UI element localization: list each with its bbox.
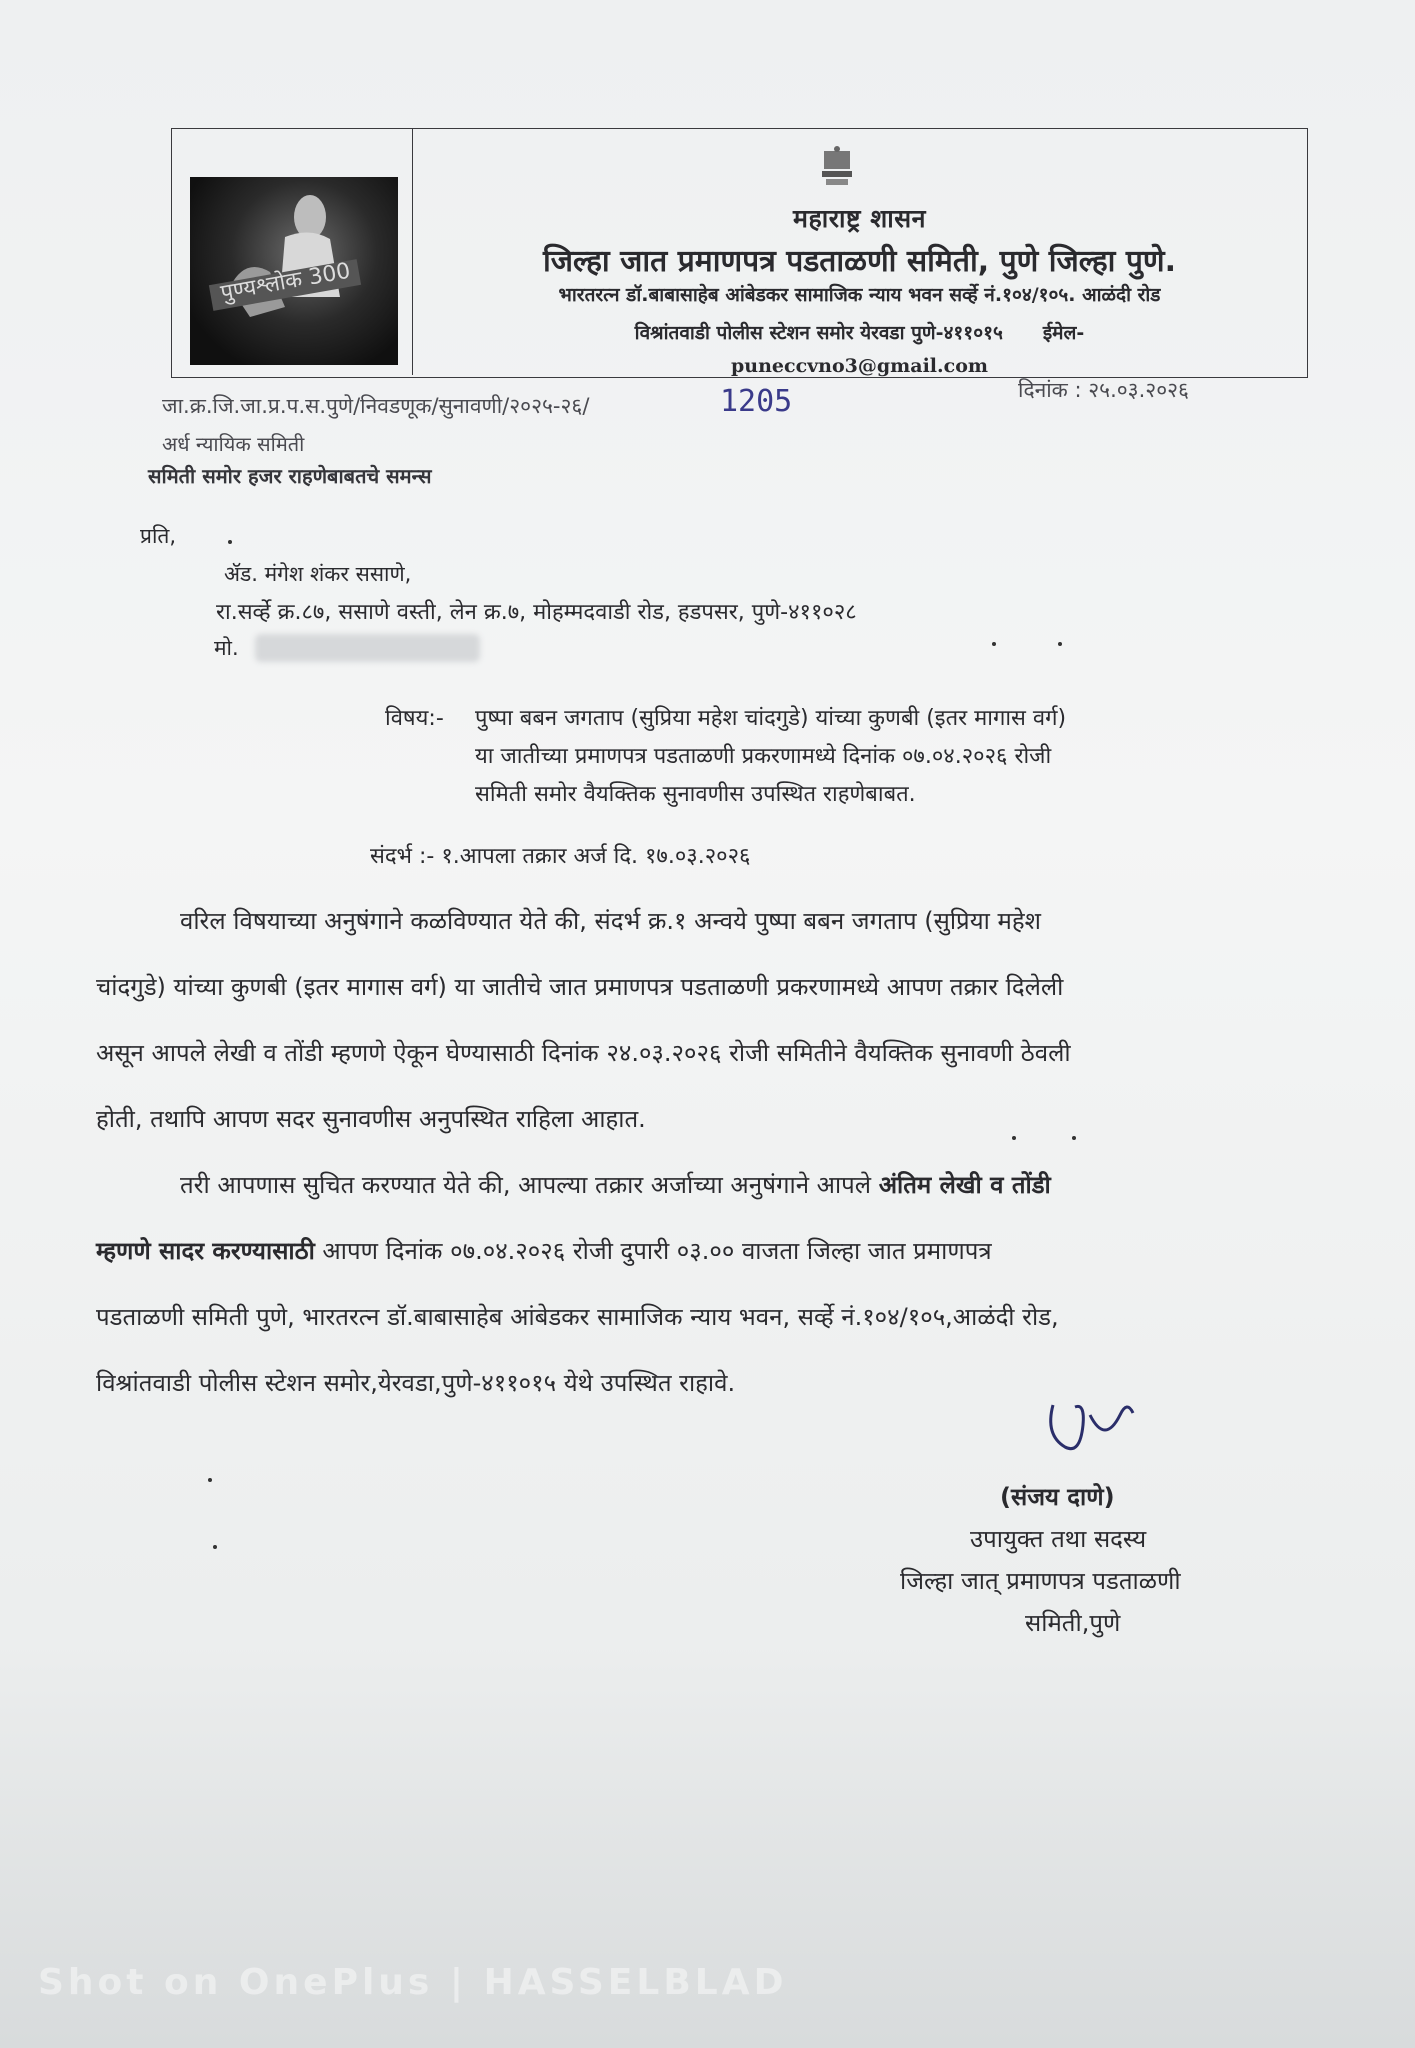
address-line-1: भारतरत्न डॉ.बाबासाहेब आंबेडकर सामाजिक न्याय भवन सर्व्हे नं.१०४/१०५. आळंदी रोड [558,284,1161,306]
body-paragraph-2-line-1 [180,1168,1051,1201]
p2-text: तरी आपणास सुचित करण्यात येते की, आपल्या तक्रार अर्जाच्या अनुषंगाने आपले [180,1171,879,1199]
body-paragraph-2-line-2 [96,1234,992,1267]
p2-text-2: आपण दिनांक ०७.०४.२०२६ रोजी दुपारी ०३.०० वाजता जिल्हा जात प्रमाणपत्र [314,1237,992,1265]
address-text: विश्रांतवाडी पोलीस स्टेशन समोर येरवडा पुणे-४११०१५ [634,322,1003,344]
body-paragraph-1-line-4: होती, तथापि आपण सदर सुनावणीस अनुपस्थित राहिला आहात. [96,1105,646,1133]
body-paragraph-1-line-1: वरिल विषयाच्या अनुषंगाने कळविण्यात येते की, संदर्भ क्र.१ अन्वये पुष्पा बबन जगताप (सुप्रिया महेश [180,907,1041,935]
signatory-designation-3: समिती,पुणे [1025,1609,1121,1637]
signatory-designation-2: जिल्हा जात् प्रमाणपत्र पडताळणी [900,1567,1181,1595]
subject-label: विषय:- [385,706,444,731]
summons-title: समिती समोर हजर राहणेबाबतचे समन्स [148,464,432,488]
reference-line: संदर्भ :- १.आपला तक्रार अर्ज दि. १७.०३.२०२६ [370,844,751,869]
email-address: puneccvno3@gmail.com [731,355,988,377]
letter-date: दिनांक : २५.०३.२०२६ [1018,378,1189,402]
punyashlok-300-logo [190,177,398,365]
p2-bold: अंतिम लेखी व तोंडी [878,1171,1051,1199]
body-paragraph-2-line-4: विश्रांतवाडी पोलीस स्टेशन समोर,येरवडा,पुणे-४११०१५ येथे उपस्थित राहावे. [96,1369,736,1397]
reference-number: जा.क्र.जि.जा.प्र.प.स.पुणे/निवडणूक/सुनावणी/२०२५-२६/ [162,394,590,418]
recipient-address: रा.सर्व्हे क्र.८७, ससाणे वस्ती, लेन क्र.७, मोहम्मदवाडी रोड, हडपसर, पुणे-४११०२८ [216,600,857,625]
speck [208,1478,212,1482]
state-emblem-icon [820,145,854,189]
signature [1035,1385,1155,1465]
email-label: ईमेल- [1042,322,1085,344]
government-title: महाराष्ट्र शासन [793,204,926,233]
recipient-name: ॲड. मंगेश शंकर ससाणे, [224,562,412,586]
signatory-name: (संजय दाणे) [1000,1483,1115,1511]
subject-line-2: या जातीच्या प्रमाणपत्र पडताळणी प्रकरणामध्ये दिनांक ०७.०४.२०२६ रोजी [475,744,1052,769]
logo-panel [172,129,413,375]
speck [992,642,996,646]
subject-line-3: समिती समोर वैयक्तिक सुनावणीस उपस्थित राहणेबाबत. [475,782,916,807]
speck [1072,1136,1076,1140]
quasi-judicial-label: अर्ध न्यायिक समिती [162,432,305,456]
subject-line-1: पुष्पा बबन जगताप (सुप्रिया महेश चांदगुडे) यांच्या कुणबी (इतर मागास वर्ग) [475,706,1067,731]
speck [228,540,232,544]
redacted-mobile [255,634,480,662]
camera-watermark: Shot on OnePlus | HASSELBLAD [38,1962,788,2003]
body-paragraph-2-line-3: पडताळणी समिती पुणे, भारतरत्न डॉ.बाबासाहेब आंबेडकर सामाजिक न्याय भवन, सर्व्हे नं.१०४/१०५,आळंदी रोड, [96,1303,1059,1331]
to-label: प्रति, [140,524,177,548]
letterhead [171,128,1308,378]
signatory-designation-1: उपायुक्त तथा सदस्य [970,1525,1147,1553]
mobile-label: मो. [214,636,239,660]
address-line-2 [412,319,1307,345]
speck [1012,1136,1016,1140]
p2-bold-2: म्हणणे सादर करण्यासाठी [96,1237,315,1265]
handwritten-number: 1205 [720,384,793,419]
body-paragraph-1-line-2: चांदगुडे) यांच्या कुणबी (इतर मागास वर्ग) या जातीचे जात प्रमाणपत्र पडताळणी प्रकरणामध्ये आपण तक्रार दिलेली [96,973,1064,1001]
speck [1058,642,1062,646]
logo-text: पुण्यश्लोक 300 [218,258,353,307]
body-paragraph-1-line-3: असून आपले लेखी व तोंडी म्हणणे ऐकून घेण्यासाठी दिनांक २४.०३.२०२६ रोजी समितीने वैयक्तिक सुनावणी ठेवली [96,1039,1071,1067]
speck [213,1545,217,1549]
committee-title: जिल्हा जात प्रमाणपत्र पडताळणी समिती, पुणे जिल्हा पुणे. [543,244,1176,279]
